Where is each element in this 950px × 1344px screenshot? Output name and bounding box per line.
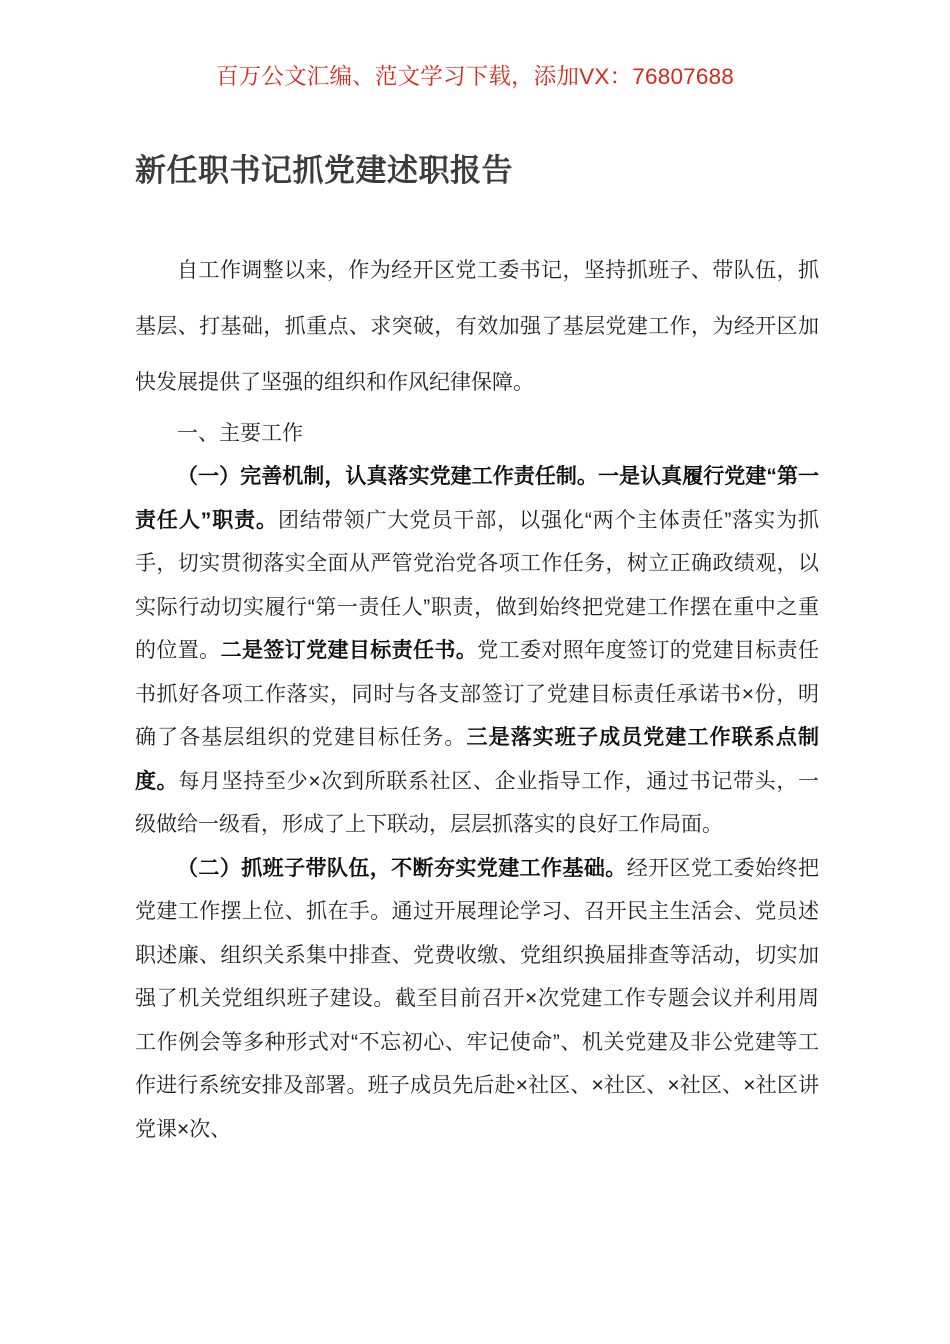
text-run: 一、主要工作 <box>177 422 303 445</box>
paragraph-p-section-1 <box>135 412 819 455</box>
text-run: 团结带领广大党员干部，以强化“两个主体责任”落实为抓手，切实贯彻落实全面从严管党治党各项工作任务，树立正确政绩观，以实际行动切实履行“第一责任人”职责，做到始终把党建工作摆在重中之重的位置。 <box>135 508 820 662</box>
paragraph-p-intro <box>135 243 819 411</box>
text-run-bold: （二）抓班子带队伍，不断夯实党建工作基础。 <box>177 856 627 880</box>
page-title: 新任职书记抓党建述职报告 <box>135 152 513 188</box>
text-run-bold: 二是签订党建目标责任书。 <box>220 639 478 662</box>
text-run: 自工作调整以来，作为经开区党工委书记，坚持抓班子、带队伍，抓基层、打基础，抓重点、求突破，有效加强了基层党建工作，为经开区加快发展提供了坚强的组织和作风纪律保障。 <box>135 259 819 394</box>
document-body <box>135 243 819 1151</box>
promo-header-text: 百万公文汇编、范文学习下载，添加VX：76807688 <box>215 64 735 89</box>
text-run: 党工委对照年度签订的党建目标责任书抓好各项工作落实，同时与各支部签订了党建目标责任承诺书×份，明确了各基层组织的党建目标任务。 <box>135 639 820 749</box>
text-run-bold: （一）完善机制，认真落实党建工作责任制。一是认真履行党建“第一责任人”职责。 <box>135 465 819 532</box>
paragraph-p-item-1 <box>135 455 819 847</box>
paragraph-p-item-2 <box>135 847 819 1152</box>
text-run: 经开区党工委始终把党建工作摆上位、抓在手。通过开展理论学习、召开民主生活会、党员述职述廉、组织关系集中排查、党费收缴、党组织换届排查等活动，切实加强了机关党组织班子建设。截至目前召开×次党建工作专题会议并利用周工作例会等多种形式对“不忘初心、牢记使命”、机关党建及非公党建等工作进行系统安排及部署。班子成员先后赴×社区、×社区、×社区、×社区讲党课×次、 <box>135 856 820 1141</box>
text-run-bold: 三是落实班子成员党建工作联系点制度。 <box>135 726 819 793</box>
text-run: 每月坚持至少×次到所联系社区、企业指导工作，通过书记带头，一级做给一级看，形成了上下联动，层层抓落实的良好工作局面。 <box>135 769 820 836</box>
